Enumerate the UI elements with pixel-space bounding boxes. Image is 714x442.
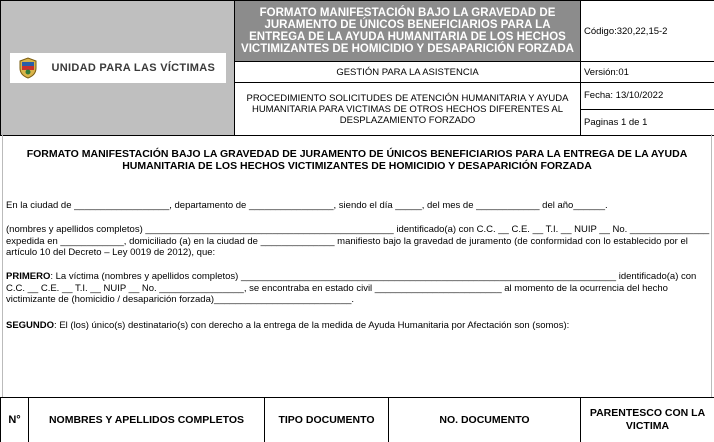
coat-of-arms-icon [16,56,40,80]
entity-logo [10,53,226,83]
identity-paragraph: (nombres y apellidos completos) _______________________________________________ identificado(a) con C.C. __ C.E. __ T.I. __ NUIP __ No. _______________ expedida en ____________, domiciliado (a) en la ciudad de ______________ manifiesto bajo la gravedad de juramento (de conformidad con lo establecido por el artículo 10 del Decreto – Ley 0019 de 2012), que: [6,224,710,258]
right-border [711,134,712,398]
segundo-label: SEGUNDO [6,320,55,331]
main-title: FORMATO MANIFESTACIÓN BAJO LA GRAVEDAD DE JURAMENTO DE ÚNICOS BENEFICIARIOS PARA LA ENTREGA DE LA AYUDA HUMANITARIA DE LOS HECHOS VICTIMIZANTES DE HOMICIDIO Y DESAPARICIÓN FORZADA [26,148,688,172]
column-header-document-number: NO. DOCUMENTO [389,398,581,442]
date-pages-cell [581,83,714,136]
column-header-names: NOMBRES Y APELLIDOS COMPLETOS [29,398,265,442]
column-header-number: N° [1,398,29,442]
column-header-relationship: PARENTESCO CON LA VICTIMA [581,398,714,442]
entity-name: UNIDAD PARA LAS VÍCTIMAS [51,62,216,74]
column-header-document-type: TIPO DOCUMENTO [265,398,389,442]
process-name: GESTIÓN PARA LA ASISTENCIA [235,62,581,83]
left-border [2,134,3,398]
document-header [0,0,714,136]
segundo-paragraph [6,320,710,332]
segundo-text: : El (los) único(s) destinatario(s) con derecho a la entrega de la medida de Ayuda Humanitaria por Afectación son (somos): [54,320,570,331]
primero-label: PRIMERO [6,271,51,282]
page-count: Paginas 1 de 1 [584,117,648,128]
document-date: Fecha: 13/10/2022 [581,83,714,110]
format-title: FORMATO MANIFESTACIÓN BAJO LA GRAVEDAD DE JURAMENTO DE ÚNICOS BENEFICIARIOS PARA LA ENTREGA DE LA AYUDA HUMANITARIA DE LOS HECHOS VICTIMIZANTES DE HOMICIDIO Y DESAPARICIÓN FORZADA [235,1,581,62]
procedure-name: PROCEDIMIENTO SOLICITUDES DE ATENCIÓN HUMANITARIA Y AYUDA HUMANITARIA PARA VICTIMAS DE OTROS HECHOS DIFERENTES AL DESPLAZAMIENTO FORZADO [235,83,581,136]
document-version: Versión:01 [581,62,714,83]
document-code: Código:320,22,15-2 [581,1,714,62]
beneficiaries-table [0,397,714,442]
logo-cell [1,1,235,136]
primero-paragraph [6,271,710,306]
primero-text: : La víctima (nombres y apellidos completos) _______________________________________________________________________ identificado(a) con C.C. __ C.E. __ T.I. __ NUIP __ No. ________________, se encontraba en estado civil ________________________ al momento de la ocurrencia del hecho victimizante de (homicidio / desaparición forzada)__________________________. [6,271,697,305]
city-line: En la ciudad de __________________, departamento de ________________, siendo el día _____, del mes de ____________ del año______. [6,200,608,211]
